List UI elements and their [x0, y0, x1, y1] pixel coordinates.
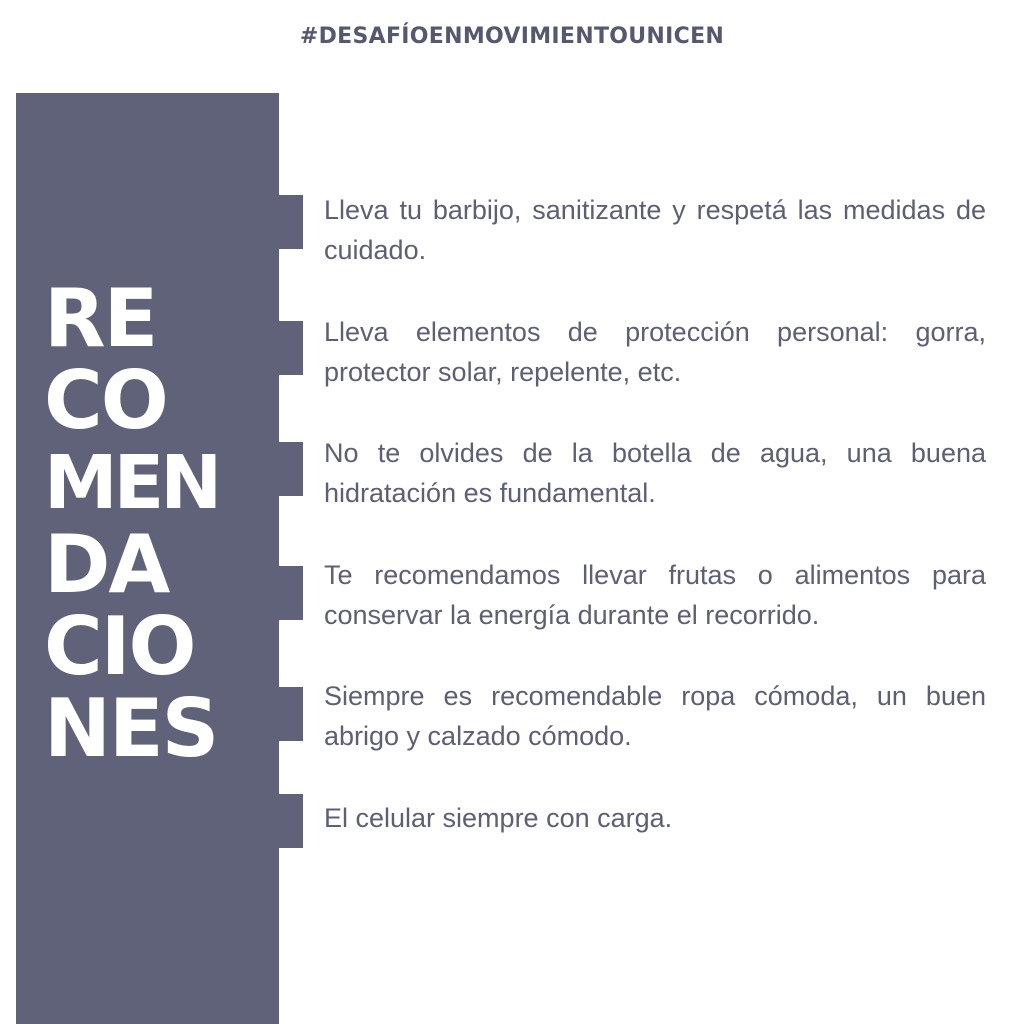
title-line-1: RE [44, 272, 157, 365]
recomendaciones-title [44, 272, 274, 775]
tip-item: Lleva elementos de protección personal: gorra, protector solar, repelente, etc. [324, 317, 986, 387]
title-line-3: MEN [44, 440, 219, 526]
title-line-6: NES [44, 682, 218, 775]
tip-item: No te olvides de la botella de agua, una buena hidratación es fundamental. [324, 438, 986, 508]
tip-item: El celular siempre con carga. [324, 803, 673, 833]
tab-marker [279, 195, 303, 249]
title-line-5: CIO [44, 600, 195, 693]
title-line-4: DA [44, 518, 169, 611]
tip-item: Te recomendamos llevar frutas o alimentos para conservar la energía durante el recorrido. [324, 560, 986, 630]
tab-marker [279, 687, 303, 741]
hashtag-title: #DESAFÍOENMOVIMIENTOUNICEN [299, 24, 725, 49]
tab-marker [279, 321, 303, 375]
tab-marker [279, 442, 303, 496]
tip-item: Siempre es recomendable ropa cómoda, un buen abrigo y calzado cómodo. [324, 681, 986, 751]
title-line-2: CO [44, 354, 167, 447]
tab-marker [279, 566, 303, 620]
tab-marker [279, 794, 303, 848]
tip-item: Lleva tu barbijo, sanitizante y respetá las medidas de cuidado. [324, 195, 986, 265]
